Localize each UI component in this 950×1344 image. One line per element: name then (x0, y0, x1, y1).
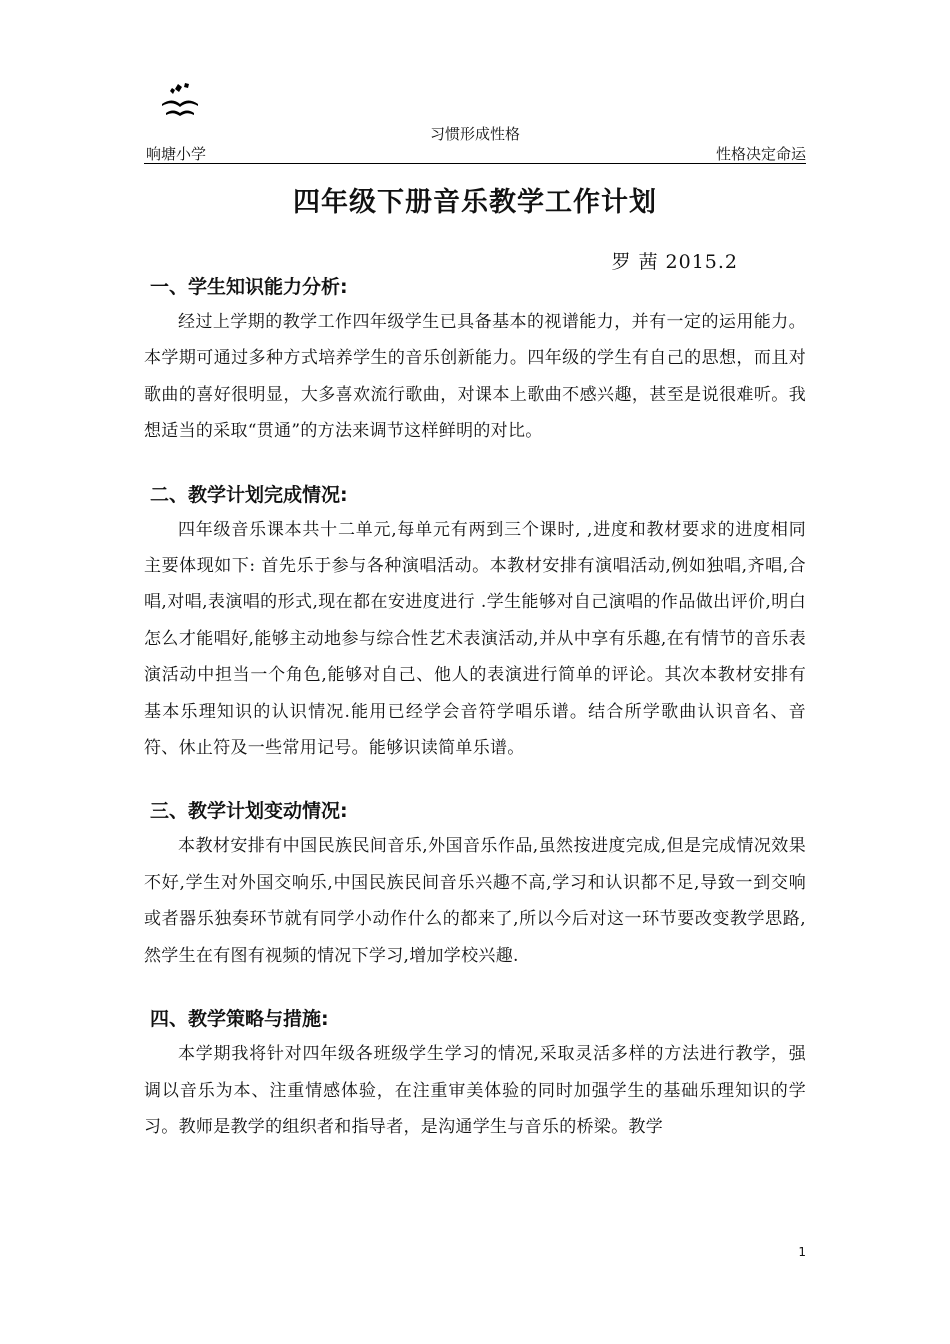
school-logo-icon (158, 82, 202, 122)
section-plan-changes (144, 794, 806, 974)
header-motto: 习惯形成性格 (429, 125, 520, 143)
document-body (144, 270, 806, 1145)
header-divider (144, 163, 806, 164)
section-paragraph: 经过上学期的教学工作四年级学生已具备基本的视谱能力，并有一定的运用能力。本学期可通过多种方式培养学生的音乐创新能力。四年级的学生有自己的思想，而且对歌曲的喜好很明显，大多喜欢流行歌曲，对课本上歌曲不感兴趣，甚至是说很难听。我想适当的采取“贯通”的方法来调节这样鲜明的对比。 (144, 312, 806, 442)
header-school-name: 响塘小学 (146, 145, 207, 163)
author-date: 罗 茜 2015.2 (611, 251, 738, 273)
section-heading: 一、学生知识能力分析: (150, 276, 348, 298)
page-number: 1 (798, 1245, 806, 1259)
document-title: 四年级下册音乐教学工作计划 (293, 187, 657, 218)
header-slogan: 性格决定命运 (715, 145, 806, 163)
section-paragraph: 本学期我将针对四年级各班级学生学习的情况,采取灵活多样的方法进行教学，强调以音乐为本、注重情感体验，在注重审美体验的同时加强学生的基础乐理知识的学习。教师是教学的组织者和指导者，是沟通学生与音乐的桥梁。教学 (144, 1044, 806, 1137)
section-heading: 三、教学计划变动情况: (150, 800, 348, 823)
section-paragraph: 四年级音乐课本共十二单元,每单元有两到三个课时, ,进度和教材要求的进度相同主要体现如下: 首先乐于参与各种演唱活动。本教材安排有演唱活动,例如独唱,齐唱,合唱,对唱,表演唱的形式,现在都在安进度进行 .学生能够对自己演唱的作品做出评价,明白怎么才能唱好,能够主动地参与综合性艺术表演活动,并从中享有乐趣,在有情节的音乐表演活动中担当一个角色,能够对自己、他人的表演进行简单的评论。其次本教材安排有基本乐理知识的认识情况.能用已经学会音符学唱乐谱。结合所学歌曲认识音名、音符、休止符及一些常用记号。能够识读简单乐谱。 (144, 519, 806, 759)
section-plan-completion (144, 478, 806, 767)
section-paragraph: 本教材安排有中国民族民间音乐,外国音乐作品,虽然按进度完成,但是完成情况效果不好,学生对外国交响乐,中国民族民间音乐兴趣不高,学习和认识都不足,导致一到交响或者器乐独奏环节就有同学小动作什么的都来了,所以今后对这一环节要改变教学思路,然学生在有图有视频的情况下学习,增加学校兴趣. (144, 836, 806, 966)
section-strategies (144, 1002, 806, 1145)
section-heading: 二、教学计划完成情况: (150, 483, 348, 506)
section-heading: 四、教学策略与措施: (150, 1008, 329, 1031)
section-student-analysis (144, 270, 806, 450)
